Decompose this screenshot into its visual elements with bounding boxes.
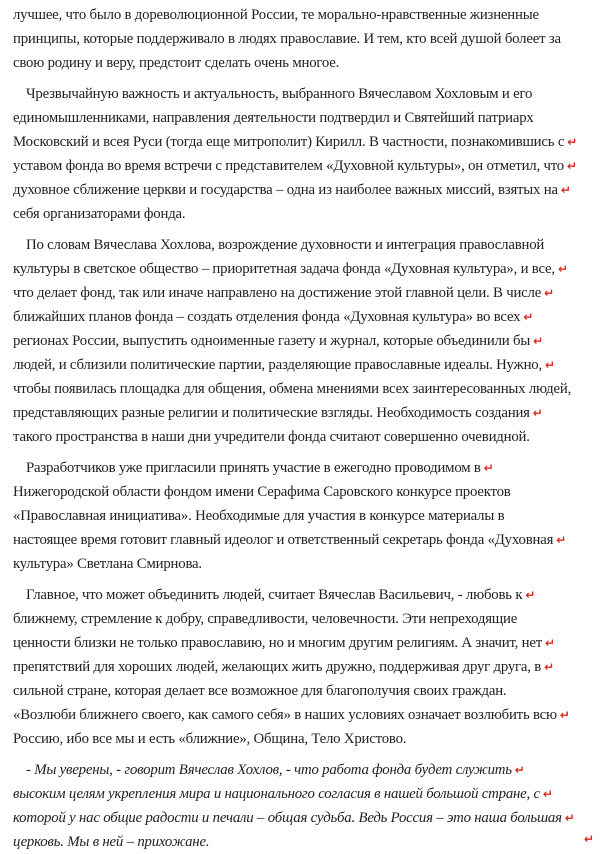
- line-break-mark-icon: ↵: [567, 159, 577, 173]
- line-text: церковь. Мы в ней – прихожане.: [13, 834, 210, 850]
- line-text: единомышленниками, направления деятельности подтвердил и Святейший патриарх: [13, 110, 534, 126]
- text-line: [13, 504, 596, 528]
- line-text: Чрезвычайную важность и актуальность, выбранного Вячеславом Хохловым и его: [26, 86, 533, 102]
- text-line: [13, 583, 596, 607]
- text-line: [13, 631, 596, 655]
- text-line: [13, 82, 596, 106]
- text-line: [13, 130, 596, 154]
- line-text: Московский и всея Руси (тогда еще митрополит) Кирилл. В частности, познакомившись с: [13, 134, 565, 150]
- line-text: Разработчиков уже пригласили принять участие в ежегодно проводимом в: [26, 460, 481, 476]
- line-text: которой у нас общие радости и печали – общая судьба. Ведь Россия – это наша большая: [13, 810, 562, 826]
- line-text: ближайших планов фонда – создать отделения фонда «Духовная культура» во всех: [13, 309, 521, 325]
- text-line: [13, 257, 596, 281]
- line-break-mark-icon: ↵: [523, 310, 534, 324]
- line-text: Россию, ибо все мы и есть «ближние», Община, Тело Христово.: [13, 731, 407, 747]
- paragraph: [13, 456, 596, 576]
- line-text: Главное, что может объединить людей, считает Вячеслав Васильевич, - любовь к: [26, 587, 523, 603]
- line-text: духовное сближение церкви и государства – одна из наиболее важных миссий, взятых на: [13, 182, 558, 198]
- text-line: [13, 51, 596, 75]
- line-text: «Православная инициатива». Необходимые для участия в конкурсе материалы в: [13, 508, 505, 524]
- text-line: [13, 607, 596, 631]
- line-break-mark-icon: ↵: [545, 358, 555, 372]
- line-break-mark-icon: ↵: [525, 588, 536, 602]
- line-text: Нижегородской области фондом имени Серафима Саровского конкурсе проектов: [13, 484, 511, 500]
- paragraph: [13, 758, 596, 854]
- line-text: По словам Вячеслава Хохлова, возрождение духовности и интеграция православной: [26, 237, 545, 253]
- text-line: [13, 480, 596, 504]
- text-line: [13, 281, 596, 305]
- text-line: [13, 3, 596, 27]
- text-line: [13, 679, 596, 703]
- text-line: [13, 456, 596, 480]
- line-text: высоким целям укрепления мира и национального согласия в нашей большой стране, с: [13, 786, 540, 802]
- line-text: такого пространства в наши дни учредители фонда считают совершенно очевидной.: [13, 429, 530, 445]
- line-text: культура» Светлана Смирнова.: [13, 556, 202, 572]
- line-break-mark-icon: ↵: [544, 660, 554, 674]
- text-line: [13, 178, 596, 202]
- line-break-mark-icon: ↵: [483, 461, 494, 475]
- line-text: себя организаторами фонда.: [13, 206, 186, 222]
- paragraph: [13, 82, 596, 226]
- text-line: [13, 233, 596, 257]
- line-text: чтобы появилась площадка для общения, обмена мнениями всех заинтересованных людей,: [13, 381, 572, 397]
- line-text: регионах России, выпустить одноименные газету и журнал, которые объединили бы: [13, 333, 531, 349]
- text-line: [13, 202, 596, 226]
- text-line: [13, 806, 596, 830]
- line-text: ценности близки не только православию, но и многим другим религиям. А значит, нет: [13, 635, 542, 651]
- line-text: людей, и сблизили политические партии, разделяющие православные идеалы. Нужно,: [13, 357, 542, 373]
- line-break-mark-icon: ↵: [544, 286, 554, 300]
- line-text: ближнему, стремление к добру, справедливости, человечности. Эти непреходящие: [13, 611, 518, 627]
- line-text: настоящее время готовит главный идеолог и ответственный секретарь фонда «Духовная: [13, 532, 554, 548]
- text-line: [13, 154, 596, 178]
- line-text: лучшее, что было в дореволюционной России, те морально-нравственные жизненные: [13, 7, 539, 23]
- text-line: [13, 528, 596, 552]
- text-line: [13, 552, 596, 576]
- text-line: [13, 703, 596, 727]
- line-text: сильной стране, которая делает все возможное для благополучия своих граждан.: [13, 683, 507, 699]
- text-line: [13, 106, 596, 130]
- line-text: свою родину и веру, предстоит сделать очень многое.: [13, 55, 340, 71]
- line-break-mark-icon: ↵: [567, 135, 578, 149]
- line-text: препятствий для хороших людей, желающих жить дружно, поддерживая друг друга, в: [13, 659, 542, 675]
- line-text: «Возлюби ближнего своего, как самого себя» в наших условиях означает возлюбить всю: [13, 707, 557, 723]
- text-line: [13, 758, 596, 782]
- line-break-mark-icon: ↵: [542, 787, 553, 801]
- text-line: [13, 830, 596, 854]
- text-line: [13, 727, 596, 751]
- text-line: [13, 27, 596, 51]
- text-line: [13, 425, 596, 449]
- text-line: [13, 655, 596, 679]
- line-text: культуры в светское общество – приоритетная задача фонда «Духовная культура», и все,: [13, 261, 555, 277]
- paragraph: [13, 583, 596, 751]
- line-break-mark-icon: ↵: [544, 636, 555, 650]
- text-line: [13, 782, 596, 806]
- line-text: - Мы уверены, - говорит Вячеслав Хохлов, - что работа фонда будет служить: [26, 762, 512, 778]
- line-break-mark-icon: ↵: [559, 708, 570, 722]
- line-break-mark-icon: ↵: [532, 406, 543, 420]
- line-break-mark-icon: ↵: [564, 811, 575, 825]
- paragraph: [13, 233, 596, 449]
- text-line: [13, 401, 596, 425]
- document-text: [13, 3, 596, 854]
- line-break-mark-icon: ↵: [556, 533, 567, 547]
- text-line: [13, 377, 596, 401]
- text-line: [13, 353, 596, 377]
- text-line: [13, 305, 596, 329]
- document-end-break-mark-icon: ↵: [583, 832, 594, 846]
- paragraph: [13, 3, 596, 75]
- line-break-mark-icon: ↵: [533, 334, 543, 348]
- line-text: принципы, которые поддерживало в людях православие. И тем, кто всей душой болеет за: [13, 31, 561, 47]
- line-break-mark-icon: ↵: [557, 262, 568, 276]
- text-line: [13, 329, 596, 353]
- line-text: представляющих разные религии и политические взгляды. Необходимость создания: [13, 405, 530, 421]
- line-text: что делает фонд, так или иначе направлено на достижение этой главной цели. В числе: [13, 285, 542, 301]
- line-break-mark-icon: ↵: [560, 183, 571, 197]
- line-text: уставом фонда во время встречи с представителем «Духовной культуры», он отметил, что: [13, 158, 564, 174]
- line-break-mark-icon: ↵: [514, 763, 525, 777]
